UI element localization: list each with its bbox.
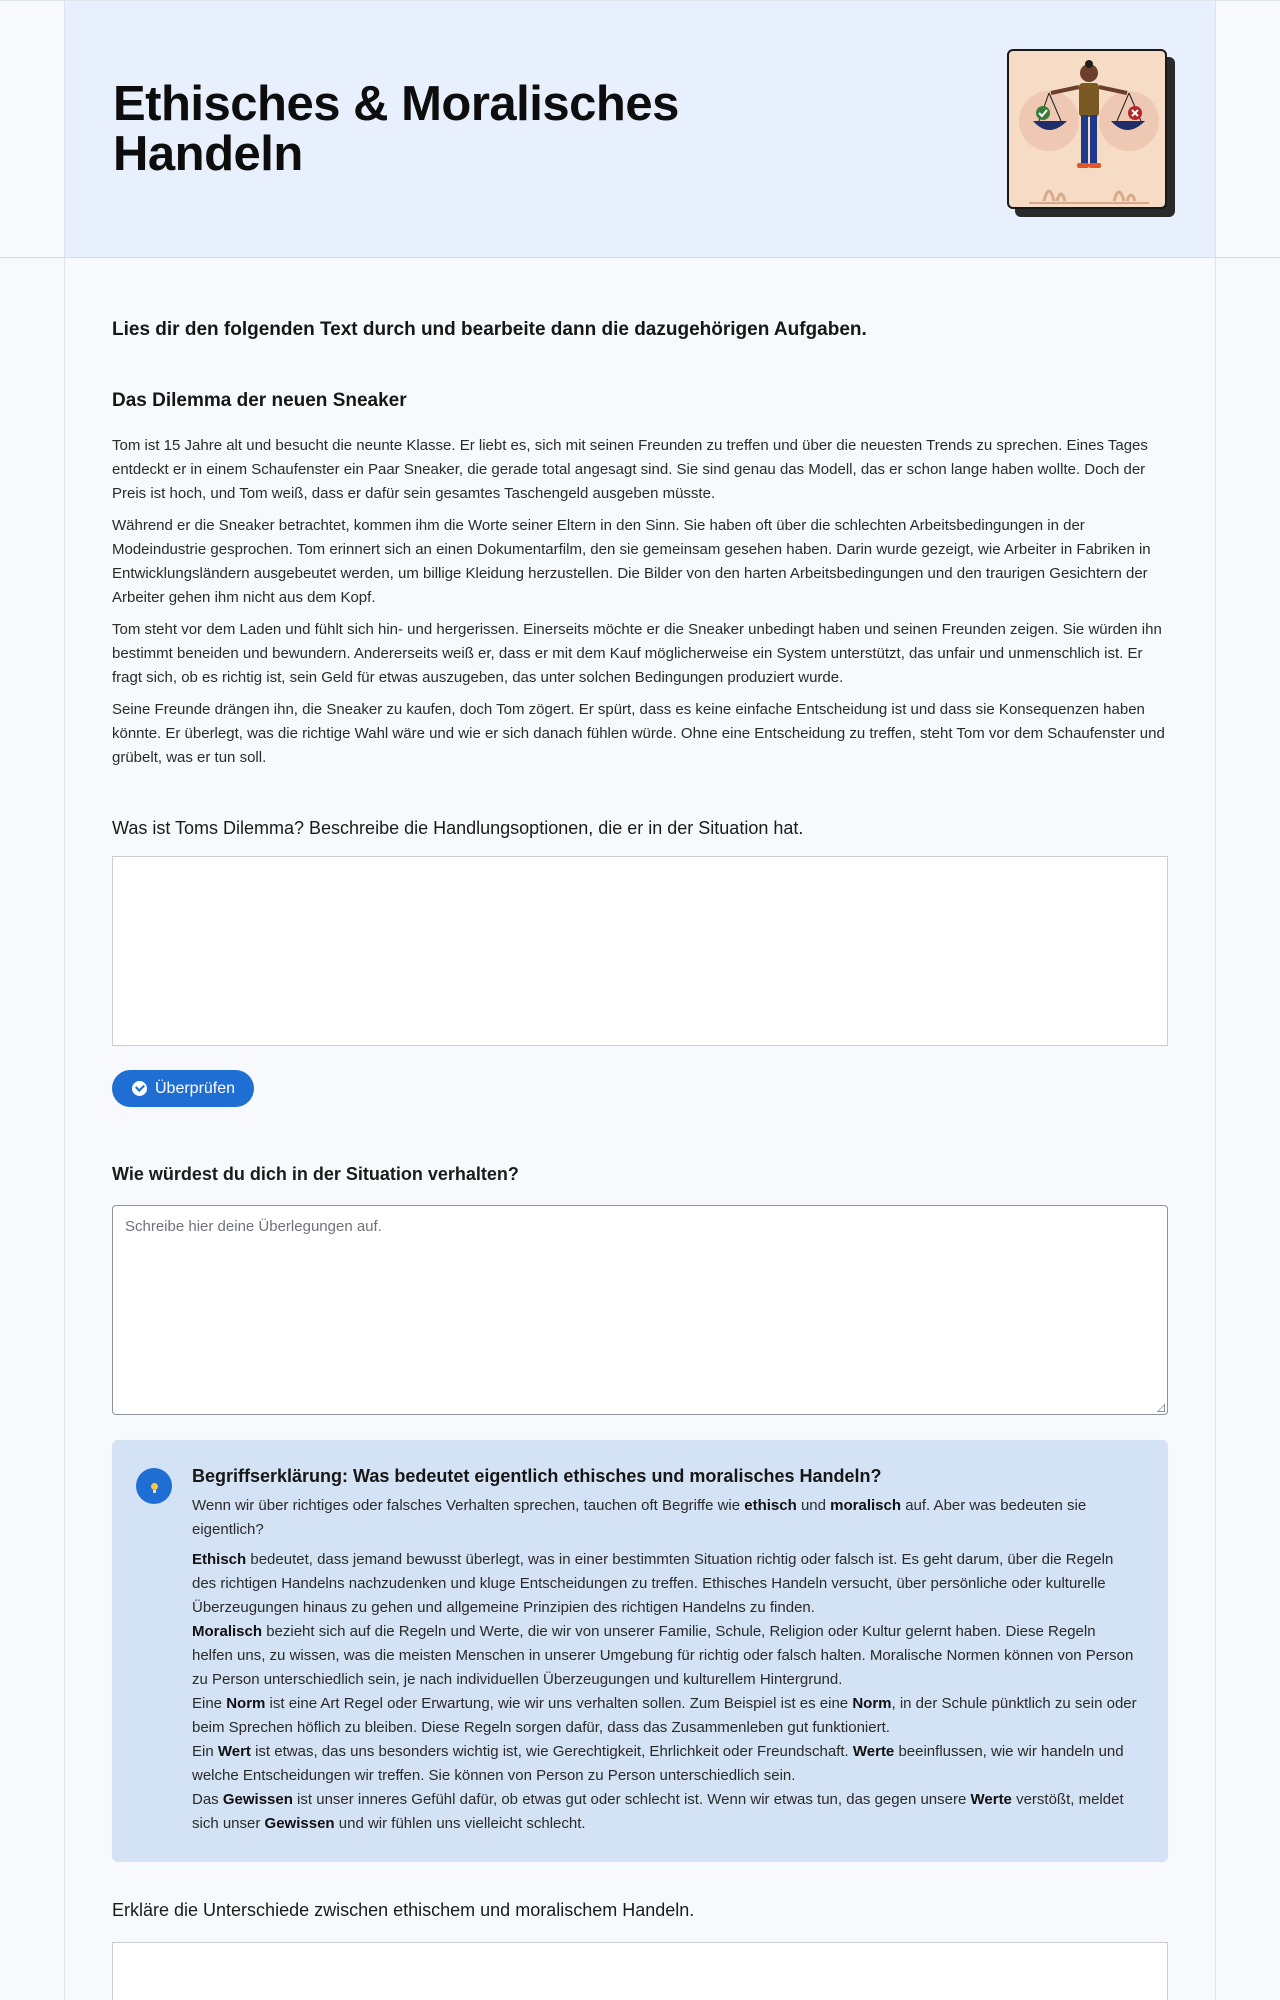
story-paragraph: Tom steht vor dem Laden und fühlt sich hin- und hergerissen. Einerseits möchte er die Sneaker unbedingt haben und seinen Freunden zeigen. Sie würden ihn bestimmt beneiden und bewundern. Andererseits weiß er, dass er mit dem Kauf möglicherweise ein System unterstützt, das unfair und unmenschlich ist. Er fragt sich, ob es richtig ist, sein Geld für etwas auszugeben, das unter solchen Bedingungen produziert wurde. bbox=[112, 621, 1162, 686]
page-title: Ethisches & Moralisches Handeln bbox=[113, 77, 679, 181]
definition-intro: Wenn wir über richtiges oder falsches Verhalten sprechen, tauchen oft Begriffe wie ethisch und moralisch auf. Aber was bedeuten sie eigentlich? bbox=[192, 1497, 1087, 1538]
story-paragraph: Seine Freunde drängen ihn, die Sneaker zu kaufen, doch Tom zögert. Er spürt, dass es keine einfache Entscheidung ist und dass sie Konsequenzen haben könnte. Er überlegt, was die richtige Wahl wäre und wie er sich danach fühlen würde. Ohne eine Entscheidung zu treffen, steht Tom vor dem Schaufenster und grübelt, was er tun soll. bbox=[112, 701, 1165, 766]
story-title: Das Dilemma der neuen Sneaker bbox=[112, 390, 407, 411]
task1-answer-box[interactable] bbox=[112, 856, 1168, 1046]
scales-person-icon bbox=[1007, 49, 1167, 209]
header-illustration bbox=[1007, 49, 1175, 217]
page-frame-left bbox=[64, 0, 65, 2000]
task2-question: Wie würdest du dich in der Situation verhalten? bbox=[112, 1164, 519, 1184]
task2-answer-textarea[interactable] bbox=[112, 1205, 1168, 1415]
task3-answer-box[interactable] bbox=[112, 1942, 1168, 2000]
story-paragraph: Während er die Sneaker betrachtet, kommen ihm die Worte seiner Eltern in den Sinn. Sie haben oft über die schlechten Arbeitsbedingungen in der Modeindustrie gesprochen. Tom erinnert sich an einen Dokumentarfilm, den sie gemeinsam gesehen haben. Darin wurde gezeigt, wie Arbeiter in Fabriken in Entwicklungsländern ausgebeutet werden, um billige Kleidung herzustellen. Die Bilder von den harten Arbeitsbedingungen und den traurigen Gesichtern der Arbeiter gehen ihm nicht aus dem Kopf. bbox=[112, 517, 1151, 606]
definition-ethik: Ethisch bedeutet, dass jemand bewusst überlegt, was in einer bestimmten Situation richtig oder falsch ist. Es geht darum, über die Regeln des richtigen Handelns nachzudenken und kluge Entscheidungen zu treffen. Ethisches Handeln versucht, über persönliche oder kulturelle Überzeugungen hinaus zu gehen und allgemeine Prinzipien des richtigen Handelns zu finden. bbox=[192, 1551, 1114, 1616]
story-text bbox=[112, 434, 1168, 778]
check-circle-icon bbox=[132, 1081, 147, 1096]
lightbulb-icon bbox=[136, 1468, 172, 1504]
definition-norm: Eine Norm ist eine Art Regel oder Erwartung, wie wir uns verhalten sollen. Zum Beispiel ist es eine Norm, in der Schule pünktlich zu sein oder beim Sprechen höflich zu bleiben. Diese Regeln sorgen dafür, dass das Zusammenleben gut funktioniert. bbox=[192, 1695, 1137, 1736]
definition-wert: Ein Wert ist etwas, das uns besonders wichtig ist, wie Gerechtigkeit, Ehrlichkeit oder Freundschaft. Werte beeinflussen, wie wir handeln und welche Entscheidungen wir treffen. Sie können von Person zu Person unterschiedlich sein. bbox=[192, 1743, 1124, 1784]
definition-title: Begriffserklärung: Was bedeutet eigentlich ethisches und moralisches Handeln? bbox=[192, 1466, 882, 1486]
check-button-label: Überprüfen bbox=[155, 1079, 236, 1097]
definition-moral: Moralisch bezieht sich auf die Regeln und Werte, die wir von unserer Familie, Schule, Religion oder Kultur gelernt haben. Diese Regeln helfen uns, zu wissen, was die meisten Menschen in unserer Umgebung für richtig oder falsch halten. Moralische Normen können von Person zu Person unterschiedlich sein, je nach individuellen Überzeugungen und kulturellem Hintergrund. bbox=[192, 1623, 1134, 1688]
instructions-text: Lies dir den folgenden Text durch und bearbeite dann die dazugehörigen Aufgaben. bbox=[112, 319, 867, 340]
task1-question: Was ist Toms Dilemma? Beschreibe die Handlungsoptionen, die er in der Situation hat. bbox=[112, 818, 804, 838]
page-frame-right bbox=[1215, 0, 1216, 2000]
check-button[interactable] bbox=[112, 1070, 254, 1107]
definition-box bbox=[112, 1440, 1168, 1862]
page-header bbox=[65, 1, 1215, 257]
definition-gewissen: Das Gewissen ist unser inneres Gefühl dafür, ob etwas gut oder schlecht ist. Wenn wir etwas tun, das gegen unsere Werte verstößt, meldet sich unser Gewissen und wir fühlen uns vielleicht schlecht. bbox=[192, 1791, 1124, 1832]
task3-question: Erkläre die Unterschiede zwischen ethischem und moralischem Handeln. bbox=[112, 1900, 695, 1920]
story-paragraph: Tom ist 15 Jahre alt und besucht die neunte Klasse. Er liebt es, sich mit seinen Freunden zu treffen und über die neuesten Trends zu sprechen. Eines Tages entdeckt er in einem Schaufenster ein Paar Sneaker, die gerade total angesagt sind. Sie sind genau das Modell, das er schon lange haben wollte. Doch der Preis ist hoch, und Tom weiß, dass er dafür sein gesamtes Taschengeld ausgeben müsste. bbox=[112, 437, 1148, 502]
header-divider bbox=[0, 257, 1280, 258]
resize-handle-icon[interactable] bbox=[1157, 1404, 1165, 1412]
